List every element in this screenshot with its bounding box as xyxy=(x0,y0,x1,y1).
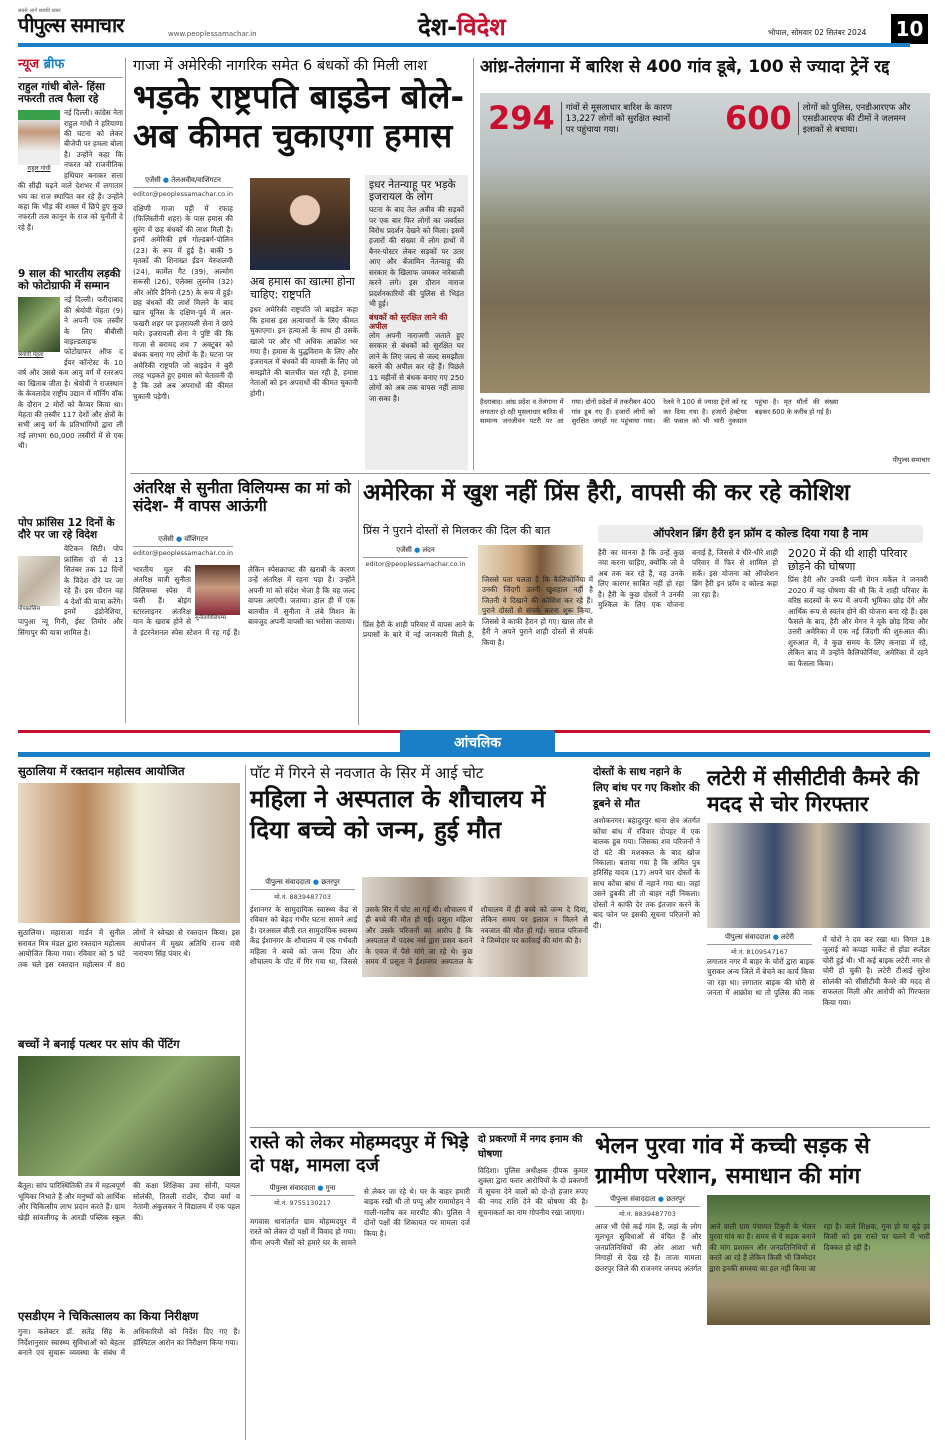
belan-body-wrap xyxy=(595,1222,930,1440)
place: लटेरी xyxy=(781,933,794,941)
pot-headline[interactable]: महिला ने अस्पताल के शौचालय में दिया बच्चे को जन्म, हुई मौत xyxy=(250,785,546,845)
drown-body: अशोकनगर। बहादुरपुर थाना क्षेत्र अंतर्गत कोंचा बांध में रविवार दोपहर में एक बालक डूब गया। जिसका शव परिजनों ने दो घंटे की मशक्कत के बाद खोज निकाला। बताया गया है कि अमित पुत्र हरिसिंह यादव (17) अपने चार दोस्तों के साथ कोंचा बांध में नहाने गया था। जहां उसने डुबकी ली तो बाहर नहीं निकला। दोस्तों ने काफी देर तक इंतजार करने के बाद फोन पर इसकी सूचना परिजनों को दी। xyxy=(593,816,700,930)
place: गुना xyxy=(325,1184,336,1192)
mohammadpur-headline[interactable]: रास्ते को लेकर मोहम्मदपुर में भिड़े दो पक्ष, मामला दर्ज xyxy=(250,1132,469,1176)
police-arrest-photo xyxy=(707,823,930,928)
brief-body: नई दिल्ली। फरीदाबाद की श्रेयोवी मेहता (9) ने अपनी एक तस्वीर के लिए बीबीसी वाइल्डलाइफ फोटोग्राफर ऑफ द ईयर कॉन्टेस्ट के 10 वर्ष और उससे कम आयु वर्ग में रनरअप का खिताब जीता है। श्रेयोवी ने राजस्थान के केवलादेव राष्ट्रीय उद्यान में मॉर्निंग वॉक के दौरान 2 मोरों को कैप्चर किया था। मेहता की तस्वीर 117 देशों और क्षेत्रों के सभी आयु वर्ग के प्रतिभागियों द्वारा ली गई लगभग 60,000 तस्वीरों में से एक थी। xyxy=(18,295,123,451)
photo xyxy=(18,297,60,352)
agency: एजेंसी xyxy=(145,176,161,184)
suthaliya-headline[interactable]: सुठालिया में रक्तदान महोत्सव आयोजित xyxy=(18,764,185,778)
sdm-body: गुना। कलेक्टर डॉ. सतेंद्र सिंह के निर्देशानुसार स्वास्थ्य सुविधाओं को बेहतर बनाने एवं सुचारू व्यवस्था के संबंध में अधिकारियों को निर्देश दिए गए हैं। हॉस्पिटल आरोन का निरीक्षण किया गया। xyxy=(18,1327,240,1358)
reward-headline[interactable]: दो प्रकरणों में नगद इनाम की घोषणा xyxy=(478,1134,583,1160)
belan-story xyxy=(595,1132,930,1440)
box-title: इधर नेतन्याहू पर भड़के इजरायल के लोग xyxy=(369,179,456,204)
harry-body: प्रिंस हैरी के शाही परिवार में वापस आने के प्रयासों के बारे में नई जानकारी मिली है, जिससे पता चलता है कि कैलिफोर्निया में उनकी जिंदगी उतनी खुशहाल नहीं है जितनी वे दिखाने की कोशिश कर रहे हैं। पुराने दोस्तों से संपर्क करना शुरू किया, जिससे वे काफी हैरान हो गए। खास तौर से हैरी ने अपने पुराने शाही दोस्तों से संपर्क किया है। xyxy=(363,575,593,647)
agency: एजेंसी xyxy=(396,546,412,554)
flood-story xyxy=(480,58,930,468)
suthaliya-body: सुठालिया। महाराजा गार्डन में सुनील सरावत मित्र मंडल द्वारा रक्तदान महोत्सव आयोजित किया गया। रविवार को 5 घंटे तक चले इस रक्तदान महोत्सव में 80 लोगों ने स्वेच्छा से रक्तदान किया। इस आयोजन में मुख्य अतिथि राज्य मंत्री नारायण सिंह पंवार थे। xyxy=(18,928,240,969)
photo xyxy=(18,556,60,606)
operation-body: हैरी का मानना है कि उन्हें कुछ नया करना चाहिए, क्योंकि जो वे अब तक कर रहे हैं, वह उनके लिए कारगर साबित नहीं हो रहा है। हैरी के कुछ दोस्तों ने उनकी मुश्किल के लिए एक योजना बनाई है, जिससे वे धीरे-धीरे शाही परिवार में फिर से शामिल हो सकें। इस योजना को ऑपरेशन ब्रिंग हैरी इन फ्रॉम द कोल्ड कहा जा रहा है। xyxy=(598,548,778,610)
pot-kicker: पॉट में गिरने से नवजात के सिर में आई चोट xyxy=(250,764,484,782)
reward-body: विदिशा। पुलिस अधीक्षक दीपक कुमार शुक्ला द्वारा फरार आरोपियों के दो प्रकरणों में सूचना देने वालों को दो-दो हजार रुपए की नगद राशि देने की घोषणा की है। सूचनाकर्ता का नाम गोपनीय रखा जाएगा। xyxy=(478,1166,588,1217)
editor-email[interactable]: editor@peoplessamachar.co.in xyxy=(365,560,466,568)
snake-painting-photo xyxy=(18,1056,240,1176)
mohammadpur-body-wrap xyxy=(250,1187,470,1437)
masthead xyxy=(18,8,928,48)
photo-caption: पोपफ्रांसिस xyxy=(18,606,41,613)
lead-story xyxy=(133,58,468,470)
sdm-story xyxy=(18,1310,240,1440)
dateline: भोपाल, सोमवार 02 सितंबर 2024 xyxy=(768,28,867,37)
brief-item xyxy=(18,517,123,684)
byline: एजेंसी ● वॉशिंगटन xyxy=(133,535,233,547)
shreyovi-photo xyxy=(18,297,60,360)
section-title xyxy=(418,14,506,42)
byline-name: पीपुल्स संवाददाता xyxy=(725,933,771,941)
brief-label-b: ब्रीफ xyxy=(43,57,65,72)
mohammadpur-story xyxy=(250,1132,470,1440)
mobile-number: मो.नं. 9755130217 xyxy=(274,1199,331,1207)
side-body: प्रिंस हैरी और उनकी पत्नी मेगन मर्केल ने जनवरी 2020 में यह घोषणा की थी कि वे शाही परिवार के वरिष्ठ सदस्यों के रूप में अपनी भूमिका छोड़ देंगे और आर्थिक रूप से स्वतंत्र होने की योजना बना रहे हैं। इस फैसले के बाद, हैरी और मेगन ने यूके छोड़ दिया और उत्तरी अमेरिका में एक नई जिंदगी की शुरुआत की। शुरुआत में, वे कुछ समय के लिए कनाडा में रहे, लेकिन बाद में उन्होंने कैलिफोर्निया, अमेरिका में रहने का फैसला किया। xyxy=(788,575,928,668)
mohammadpur-body: मगवास थानांतर्गत ग्राम मोहम्मदपुर में रास्ते को लेकर दो पक्षों में विवाद हो गया। मीना अपनी भैंसों को हमारे घर के सामने से लेकर जा रहे थे। घर के बाहर हमारी बाइक रखी थी तो पप्पू और रामामोहन ने गाली-गलौच कर मारपीट की। पुलिस ने दोनों पक्षों की शिकायत पर मामला दर्ज किया है। xyxy=(250,1187,470,1247)
snake-headline[interactable]: बच्चों ने बनाई पत्थर पर सांप की पेंटिंग xyxy=(18,1037,180,1051)
sunita-story xyxy=(133,480,355,725)
place: तेलअवीव/वाशिंगटन xyxy=(171,176,221,184)
snake-story xyxy=(18,1038,240,1303)
news-brief xyxy=(18,58,123,723)
byline-name: पीपुल्स संवाददाता xyxy=(269,1184,316,1192)
harry-headline[interactable]: अमेरिका में खुश नहीं प्रिंस हैरी, वापसी की कर रहे कोशिश xyxy=(363,480,850,506)
byline-name: पीपुल्स संवाददाता xyxy=(265,878,311,886)
side-title: 2020 में की थी शाही परिवार छोड़ने की घोषणा xyxy=(788,547,908,573)
netanyahu-box xyxy=(365,175,468,470)
brief-label xyxy=(18,58,123,73)
byline: एजेंसी ● तेलअवीव/वाशिंगटन xyxy=(133,176,233,188)
page-number: 10 xyxy=(891,14,928,44)
pope-photo xyxy=(18,556,60,614)
rahul-gandhi-photo xyxy=(18,110,60,165)
place: लंदन xyxy=(422,546,435,554)
photo-caption: राहुल गांधी xyxy=(27,165,51,173)
regional-band xyxy=(18,730,930,758)
brief-body: वेटिकन सिटी। पोप फ्रांसिस दो से 13 सितंबर तक 12 दिनों के विदेश दौरे पर जा रहे हैं। इस दौरान वह 4 देशों की यात्रा करेंगे। इनमें इंडोनेशिया, पापुआ न्यू गिनी, ईस्ट तिमोर और सिंगापुर की यात्रा शामिल है। xyxy=(18,544,123,637)
lead-body: दक्षिणी गाजा पट्टी में रफाह (फिलिस्तीनी शहर) के पास हमास की सुरंग में छह बंधकों की लाश मिली है। इनमें अमेरिकी हर्ष गोल्डबर्ग-पोलिन (23) के रूप में हुई है। बाकी 5 मृतकों की शिनाख्त ईडन येरुशलमी (24), कार्मेल गैट (39), अल्मोग सरूसी (26), एलेक्स लुब्नोव (32) और ओरि डैनिनो (25) के रूप में हुई। छह बंधकों की लाशें मिलने के बाद खान यूनिस के दक्षिण-पूर्व में अल-फखरी शहर पर इजरायली सेना ने छापे मारे। इजरायली सेना ने पुष्टि की कि गाजा से बरामद शव 7 अक्टूबर को बंधक बनाए गए लोगों के हैं। घटना पर अमेरिकी राष्ट्रपति जो बाइडेन ने बुरी तरह भड़कते हुए हमास को चेतावनी दी है कि उसे अब अपराधों की कीमत चुकानी पड़ेगी। xyxy=(133,204,233,401)
logo-tagline: सबसे आगे सबकी खबर xyxy=(18,8,61,14)
pot-story xyxy=(250,765,588,1125)
brief-item xyxy=(18,77,123,258)
stat-text: लोगों को पुलिस, एनडीआरएफ और एसडीआरएफ की टीमों ने जलमग्न इलाकों से बचाया। xyxy=(798,102,918,135)
blood-donation-photo xyxy=(18,783,240,923)
byline: पीपुल्स संवाददाता ● गुना xyxy=(250,1184,355,1196)
stat-600 xyxy=(725,100,918,137)
editor-email[interactable]: editor@peoplessamachar.co.in xyxy=(133,549,233,557)
pot-body: ईशानगर के सामुदायिक स्वास्थ्य केंद्र से रविवार को बेहद गंभीर घटना सामने आई है। दरअसल बीती रात सामुदायिक स्वास्थ्य केंद्र ईशानगर के शौचालय में एक गर्भवती महिला ने बच्चे को जन्म दिया और शौचालय के पॉट में गिर गया था, जिससे उसके सिर में चोट आ गई थी। शौचालय में ही बच्चे की मौत हो गई। प्रसूता महिला और उसके परिजनों का आरोप है कि अस्पताल में पदस्थ नर्स द्वारा प्रसव कराने के एवज में पैसे मांगे जा रहे थे। कुछ समय में प्रसूता ने ईशानगर अस्पताल के शौचालय में ही बच्चे को जन्म दे दिया, लेकिन समय पर इलाज न मिलने से नवजात की मौत हो गई। नाराज परिजनों ने जिम्मेदार पर कार्रवाई की मांग की है। xyxy=(250,905,588,967)
flood-headline[interactable]: आंध्र-तेलंगाना में बारिश से 400 गांव डूबे, 100 से ज्यादा ट्रेनें रद्द xyxy=(480,57,890,77)
photo-caption: सुनीताविलियम्स xyxy=(195,615,227,621)
sub-headline: अब हमास का खात्मा होना चाहिए: राष्ट्रपति xyxy=(250,275,355,301)
rahul-gandhi-photo-wrap xyxy=(18,110,60,173)
box-title-2: बंधकों को सुरक्षित लाने की अपील xyxy=(369,312,448,331)
sub-body: इधर अमेरिकी राष्ट्रपति जो बाइडेन कहा कि हमास इस अत्याचारों के लिए कीमत चुकाएगा। इन हत्याओं के साथ ही उसके खात्मे पर और भी अधिक आक्रोश भर गया है। हमास के युद्धविराम के लिए और इजरायल में बंधकों की वापसी के लिए जो समझौते की बातचीत चल रही है, हमास नेताओं को इन अपराधों की कीमत चुकानी होगी। xyxy=(250,305,358,398)
drown-headline[interactable]: दोस्तों के साथ नहाने के लिए बांध पर गए किशोर की डूबने से मौत xyxy=(593,766,700,810)
mobile-number: मो.नं. 8839487703 xyxy=(619,1210,676,1218)
mobile-number: मो.नं. 8109547167 xyxy=(731,948,788,956)
sunita-body: भारतीय मूल की अंतरिक्ष यात्री सुनीता विलियम्स स्पेस में फंसी हैं। बोइंग स्टारलाइनर अंतरिक्ष यान के खराब होने से वे इंटरनेशनल स्पेस स्टेशन में रह गई हैं। लेकिन स्पेसक्राफ्ट की खराबी के कारण उन्हें अंतरिक्ष में रहना पड़ा है। उन्होंने अपनी मां को संदेश भेजा है कि वह जल्द वापस आएंगी। जताया। हाल ही में एक बातचीत में सुनीता ने लंबे मिशन के बावजूद अपनी वापसी का भरोसा जताया। xyxy=(133,565,355,637)
flood-body: हैदराबाद। आंध्र प्रदेश व तेलंगाना में लगातार हो रही मूसलाधार बारिश से सामान्य जनजीवन पटरी पर आ गया। दोनों प्रदेशों में तकरीबन 400 गांव डूब गए हैं। हजारों लोगों को सुरक्षित जगहों पर पहुंचाया गया। रेलवे ने 100 से ज्यादा ट्रेनों को रद्द कर दिया गया है। हजारों हेक्टेयर की फसल को भी भारी नुकसान पहुंचा है। मृत मौतों की संख्या बढ़कर 600 के करीब हो गई है। xyxy=(480,398,839,426)
flood-photo xyxy=(480,93,930,393)
lead-kicker: गाजा में अमेरिकी नागरिक समेत 6 बंधकों की मिली लाश xyxy=(133,58,428,74)
lateri-headline[interactable]: लटेरी में सीसीटीवी कैमरे की मदद से चोर गिरफ्तार xyxy=(707,766,919,817)
harry-story xyxy=(363,480,930,725)
belan-headline[interactable]: भेलन पुरवा गांव में कच्ची सड़क से ग्रामीण परेशान, समाधान की मांग xyxy=(595,1134,870,1189)
brief-body: नई दिल्ली। कांग्रेस नेता राहुल गांधी ने हरियाणा की घटना को लेकर बीजेपी पर हमला बोला है। उन्होंने कहा कि नफरत को राजनीतिक हथियार बनाकर सत्ता की सीढ़ी चढ़ने वाले देशभर में लगातार भय का राज स्थापित कर रहे हैं। उन्होंने कहा कि भीड़ की शक्ल में छिपे हुए कुछ नफरती तत्व कानून के राज को चुनौती दे रहे हैं। xyxy=(18,108,123,232)
harry-body-wrap xyxy=(363,575,593,725)
biden-photo xyxy=(250,178,350,270)
masthead-rule xyxy=(18,43,910,47)
byline: पीपुल्स संवाददाता ● छतरपुर xyxy=(250,878,355,890)
sdm-headline[interactable]: एसडीएम ने चिकित्सालय का किया निरीक्षण xyxy=(18,1309,199,1323)
snake-body: बैतूल। सांप पारिस्थितिकी तंत्र में महत्वपूर्ण भूमिका निभाते हैं और मनुष्यों को आर्थिक और चिकित्सीय लाभ प्रदान करते हैं। ग्राम खेड़ी सांवलीगढ़ के आरडी पब्लिक स्कूल की कक्षा शिक्षिका उमा सोनी, पायल सोलंकी, तितली राठौर, दीपा वर्मा व नेतामी अंकुलकर ने विद्यालय में एक पहल की। xyxy=(18,1181,240,1222)
byline: पीपुल्स संवाददाता ● छतरपुर xyxy=(595,1195,700,1207)
brief-title[interactable]: पोप फ्रांसिस 12 दिनों के दौरे पर जा रहे विदेश xyxy=(18,517,115,542)
mobile-number: मो.नं. 8839487703 xyxy=(274,893,331,901)
site-url[interactable]: www.peoplessamachar.in xyxy=(168,30,257,38)
photo xyxy=(195,565,240,615)
byline: एजेंसी ● लंदन xyxy=(363,546,468,558)
box-body: घटना के बाद तेल अवीव की सड़कों पर एक बार फिर लोगों का जबर्दस्त विरोध प्रदर्शन देखने को मिला। इसमें हजारों की संख्या में लोग हाथों में बैनर-पोस्टर लेकर सड़कों पर उतर आए और बेंजामिन नेतन्याहू की सरकार के खिलाफ जमकर नारेबाजी करने लगे। इस दौरान नाराज प्रदर्शनकारियों की पुलिस से भिड़ंत भी हुई। xyxy=(369,205,464,309)
logo: पीपुल्स समाचार xyxy=(18,13,124,37)
byline-name: पीपुल्स संवाददाता xyxy=(610,1195,656,1203)
brief-label-a: न्यूज xyxy=(18,57,44,72)
place: छतरपुर xyxy=(321,878,340,886)
brief-item xyxy=(18,268,123,505)
sunita-headline[interactable]: अंतरिक्ष से सुनीता विलियम्स का मां को संदेश- मैं वापस आऊंगी xyxy=(133,479,351,515)
place: छतरपुर xyxy=(666,1195,685,1203)
byline: पीपुल्स संवाददाता ● लटेरी xyxy=(707,933,812,945)
editor-email[interactable]: editor@peoplessamachar.co.in xyxy=(133,190,233,198)
suthaliya-story xyxy=(18,765,240,1030)
lateri-body-wrap xyxy=(707,935,930,1125)
stat-294 xyxy=(488,100,681,137)
stat-text: गांवों से मूसलाधार बारिश के कारण 13,227 लोगों को सुरक्षित स्थानों पर पहुंचाया गया। xyxy=(561,102,681,135)
reward-story xyxy=(478,1132,588,1440)
photo-caption: श्रेयोवी मेहता xyxy=(18,352,44,359)
stat-number: 294 xyxy=(488,99,555,137)
place: वॉशिंगटन xyxy=(184,535,208,543)
stat-number: 600 xyxy=(725,99,792,137)
agency: एजेंसी xyxy=(158,535,174,543)
sunita-photo xyxy=(195,565,240,623)
regional-section-tab[interactable]: आंचलिक xyxy=(400,730,555,756)
section-title-a: देश- xyxy=(418,13,458,41)
section-title-b: विदेश xyxy=(457,13,506,41)
lateri-story xyxy=(707,765,930,1125)
drown-story xyxy=(593,765,700,1125)
operation-box-title: ऑपरेशन ब्रिंग हैरी इन फ्रॉम द कोल्ड दिया गया है नाम xyxy=(598,525,923,543)
brief-title[interactable]: 9 साल की भारतीय लड़की को फोटोग्राफी में सम्मान xyxy=(18,268,121,293)
box-body-2: लोग अपनी नाराजगी जताते हुए सरकार से बंधकों को सुरक्षित घर लाने के लिए जल्द से जल्द समझौता करने की अपील कर रहे हैं। पिछले 11 महीनों से बंधक बनाए गए 250 लोगों को अब तक वापस नहीं लाया जा सका है। xyxy=(369,330,464,403)
brief-title[interactable]: राहुल गांधी बोले- हिंसा नफरती तत्व फैला रहे xyxy=(18,80,105,105)
pot-body-wrap xyxy=(250,905,588,1125)
photo-credit: पीपुल्स समाचार xyxy=(892,456,930,464)
harry-subhead: प्रिंस ने पुराने दोस्तों से मिलकर की दिल की बात xyxy=(363,524,551,537)
lead-headline[interactable]: भड़के राष्ट्रपति बाइडेन बोले- अब कीमत चुकाएगा हमास xyxy=(133,76,465,156)
lateri-body: लगातार नगर में बाहर के चोरों द्वारा बाइक चुराकर अन्य जिले में बेचने का कार्य किया जा रहा था। लगातार बाइक की चोरी से जनता में आक्रोश था तो पुलिस की नाक में चोरों ने दम कर रखा था। विगत 18 जुलाई को कपड़ा मार्केट से होंडा स्प्लेंडर चोरी हुई थी। भी कई बाइक लटेरी नगर से चोरी हो चुकी है। लटेरी टीआई सुरेश सोलंकी को सीसीटीवी कैमरे की मदद से सफलता मिली और आरोपी को गिरफ्तार किया गया। xyxy=(707,935,930,1007)
belan-body: आज भी ऐसे कई गांव हैं, जहां के लोग मूलभूत सुविधाओं से वंचित हैं और जनप्रतिनिधियों की ओर आशा भरी निगाहों से देख रहे हैं। ताजा मामला छतरपुर जिले की राजनगर जनपद अंतर्गत आने वाली ग्राम पंचायत टिकुरी के भेलन पुरवा गांव का है। समय से ये सड़क बनाने की मांग प्रशासन और जनप्रतिनिधियों से करते आ रहे हैं लेकिन किसी भी जिम्मेदार द्वारा इनकी समस्या का हल नहीं किया जा रहा है। वाले शिक्षक, गुना हो या बूढ़े हर किसी को इस रास्ते पर चलने में भारी दिक्कत हो रही है। xyxy=(595,1222,930,1273)
